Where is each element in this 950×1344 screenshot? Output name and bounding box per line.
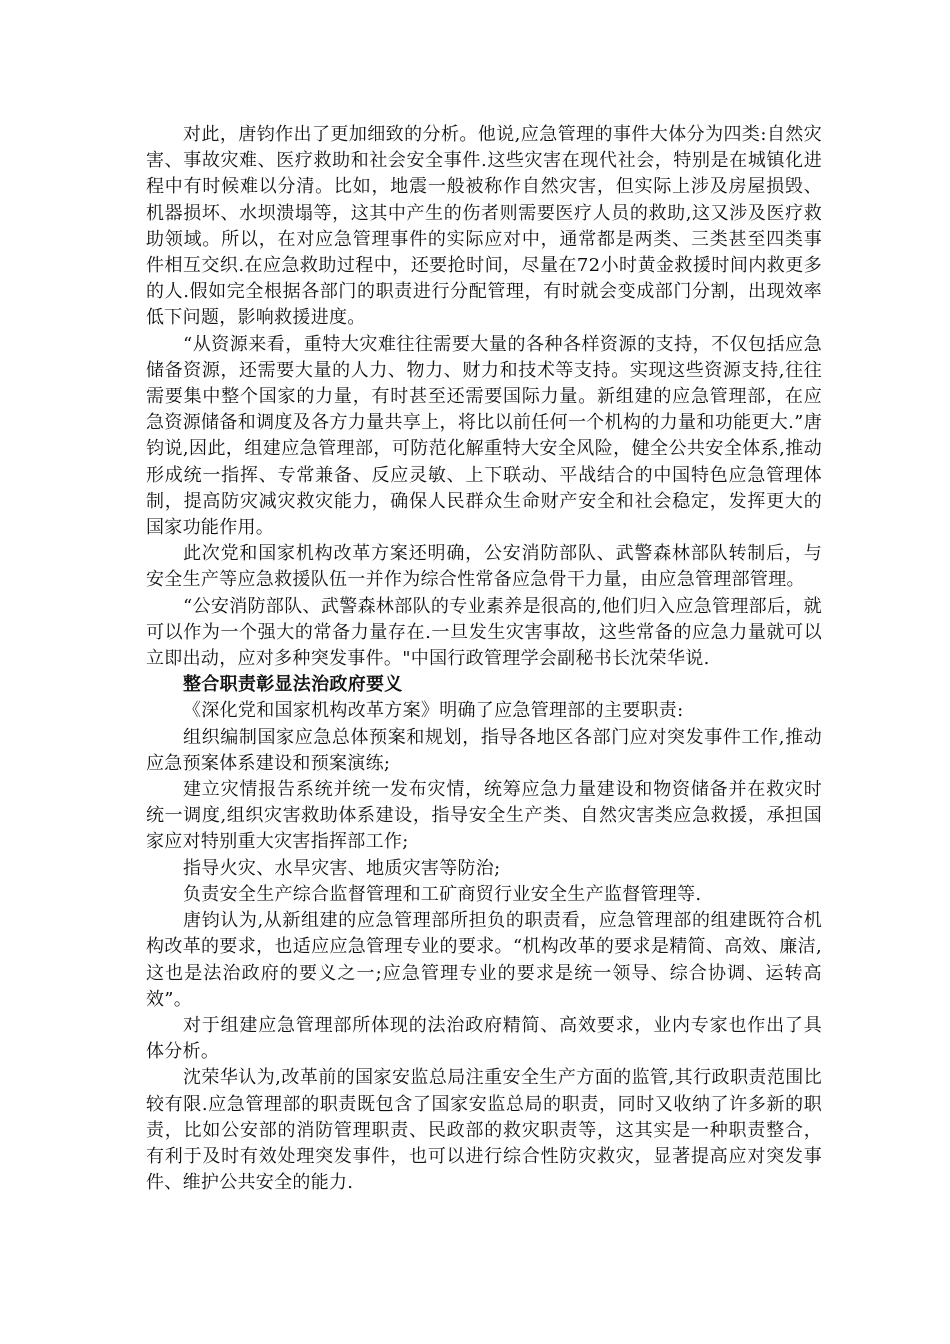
paragraph: 对于组建应急管理部所体现的法治政府精简、高效要求，业内专家也作出了具体分析。 xyxy=(146,1014,822,1063)
paragraph: 唐钧认为,从新组建的应急管理部所担负的职责看，应急管理部的组建既符合机构改革的要求，也适应应急管理专业的要求。“机构改革的要求是精简、高效、廉洁,这也是法治政府的要义之一;应急管理专业的要求是统一领导、综合协调、运转高效”。 xyxy=(146,910,822,1010)
paragraph: 建立灾情报告系统并统一发布灾情，统筹应急力量建设和物资储备并在救灾时统一调度,组织灾害救助体系建设，指导安全生产类、自然灾害类应急救援，承担国家应对特别重大灾害指挥部工作; xyxy=(146,779,822,853)
paragraph: 此次党和国家机构改革方案还明确，公安消防部队、武警森林部队转制后，与安全生产等应急救援队伍一并作为综合性常备应急骨干力量，由应急管理部管理。 xyxy=(146,543,822,591)
section-heading: 整合职责彰显法治政府要义 xyxy=(183,674,403,696)
paragraph: 负责安全生产综合监督管理和工矿商贸行业安全生产监督管理等. xyxy=(183,883,702,905)
paragraph: “公安消防部队、武警森林部队的专业素养是很高的,他们归入应急管理部后，就可以作为一个强大的常备力量存在.一旦发生灾害事故，这些常备的应急力量就可以立即出动，应对多种突发事件。"中国行政管理学会副秘书长沈荣华说. xyxy=(146,595,822,670)
paragraph: “从资源来看，重特大灾难往往需要大量的各种各样资源的支持，不仅包括应急储备资源，还需要大量的人力、物力、财力和技术等支持。实现这些资源支持,往往需要集中整个国家的力量，有时甚至还需要国际力量。新组建的应急管理部，在应急资源储备和调度及各方力量共享上，将比以前任何一个机构的力量和功能更大.”唐钧说,因此，组建应急管理部，可防范化解重特大安全风险，健全公共安全体系,推动形成统一指挥、专常兼备、反应灵敏、上下联动、平战结合的中国特色应急管理体制，提高防灾减灾救灾能力，确保人民群众生命财产安全和社会稳定，发挥更大的国家功能作用。 xyxy=(146,333,822,539)
paragraph: 对此，唐钧作出了更加细致的分析。他说,应急管理的事件大体分为四类:自然灾害、事故灾难、医疗救助和社会安全事件.这些灾害在现代社会，特别是在城镇化进程中有时候难以分清。比如，地震一般被称作自然灾害，但实际上涉及房屋损毁、机器损坏、水坝溃塌等，这其中产生的伤者则需要医疗人员的救助,这又涉及医疗救助领域。所以，在对应急管理事件的实际应对中，通常都是两类、三类甚至四类事件相互交织.在应急救助过程中，还要抢时间，尽量在72小时黄金救援时间内救更多的人.假如完全根据各部门的职责进行分配管理，有时就会变成部门分割，出现效率低下问题，影响救援进度。 xyxy=(146,124,822,329)
paragraph: 组织编制国家应急总体预案和规划，指导各地区各部门应对突发事件工作,推动应急预案体系建设和预案演练; xyxy=(146,726,822,774)
paragraph: 沈荣华认为,改革前的国家安监总局注重安全生产方面的监管,其行政职责范围比较有限.应急管理部的职责既包含了国家安监总局的职责，同时又收纳了许多新的职责，比如公安部的消防管理职责、民政部的救灾职责等，这其实是一种职责整合，有利于及时有效处理突发事件，也可以进行综合性防灾救灾，显著提高应对突发事件、维护公共安全的能力. xyxy=(146,1067,822,1194)
paragraph: 指导火灾、水旱灾害、地质灾害等防治; xyxy=(183,857,501,879)
paragraph: 《深化党和国家机构改革方案》明确了应急管理部的主要职责: xyxy=(183,700,684,722)
